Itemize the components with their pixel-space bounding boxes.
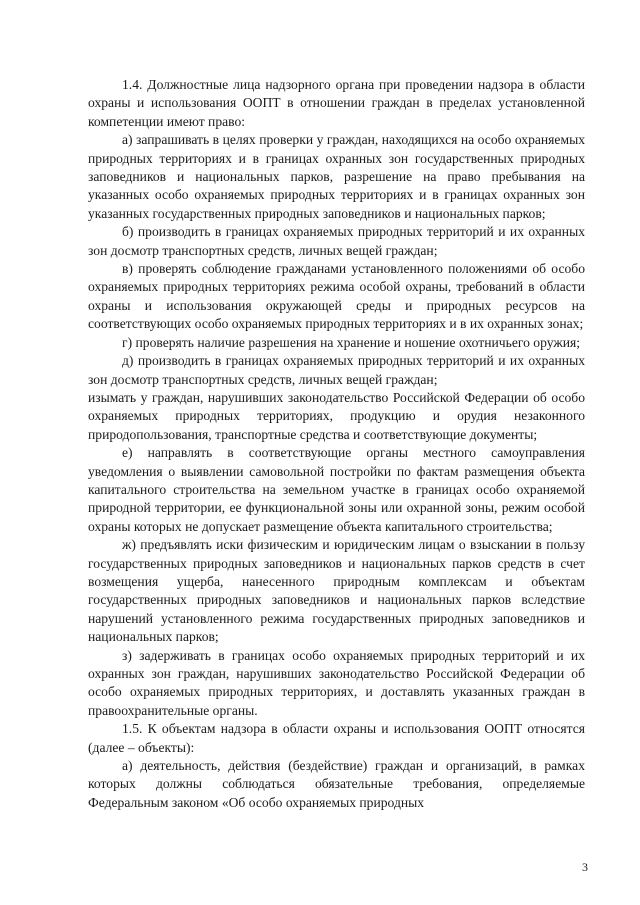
paragraph-d: д) производить в границах охраняемых природных территорий и их охранных зон досмотр транспортных средств, личных вещей граждан;	[88, 353, 585, 387]
paragraph-1-4: 1.4. Должностные лица надзорного органа при проведении надзора в области охраны и использования ООПТ в отношении граждан в пределах установленной компетенции имеют право:	[88, 77, 585, 129]
paragraph-e: е) направлять в соответствующие органы местного самоуправления уведомления о выявлении самовольной постройки по фактам размещения объекта капитального строительства на земельном участке в границах особо охраняемой природной территории, ее функциональной зоны или охранной зоны, режим особой охраны которых не допускает размещение объекта капитального строительства;	[88, 445, 585, 534]
paragraph-g: г) проверять наличие разрешения на хранение и ношение охотничьего оружия;	[122, 334, 581, 350]
paragraph-b: б) производить в границах охраняемых природных территорий и их охранных зон досмотр транспортных средств, личных вещей граждан;	[88, 224, 585, 258]
paragraph-izymat: изымать у граждан, нарушивших законодательство Российской Федерации об особо охраняемых природных территориях, продукцию и орудия незаконного природопользования, транспортные средства и соответствующие документы;	[88, 389, 585, 442]
page-number: 3	[582, 860, 588, 874]
document-page	[88, 76, 585, 812]
paragraph-v: в) проверять соблюдение гражданами установленного положениями об особо охраняемых природных территориях режима особой охраны, требований в области охраны и использования окружающей среды и природных ресурсов на соответствующих особо охраняемых природных территориях и в их охранных зонах;	[88, 261, 585, 332]
paragraph-zh: ж) предъявлять иски физическим и юридическим лицам о взыскании в пользу государственных природных заповедников и национальных парков средств в счет возмещения ущерба, нанесенного природным комплексам и объектам государственных природных заповедников и национальных парков вследствие нарушений установленного режима государственных природных заповедников и национальных парков;	[88, 537, 585, 645]
paragraph-1-5: 1.5. К объектам надзора в области охраны и использования ООПТ относятся (далее – объекты):	[88, 721, 585, 755]
paragraph-1-5-a: а) деятельность, действия (бездействие) граждан и организаций, в рамках которых должны соблюдаться обязательные требования, определяемые Федеральным законом «Об особо охраняемых природных	[88, 758, 585, 810]
paragraph-a: а) запрашивать в целях проверки у граждан, находящихся на особо охраняемых природных территориях и в границах охранных зон государственных природных заповедников и национальных парков, разрешение на право пребывания на указанных особо охраняемых природных территориях и в границах охранных зон указанных государственных природных заповедников и национальных парков;	[88, 132, 585, 221]
paragraph-z: з) задерживать в границах особо охраняемых природных территорий и их охранных зон граждан, нарушивших законодательство Российской Федерации об особо охраняемых природных территориях, и доставлять указанных граждан в правоохранительные органы.	[88, 647, 585, 718]
